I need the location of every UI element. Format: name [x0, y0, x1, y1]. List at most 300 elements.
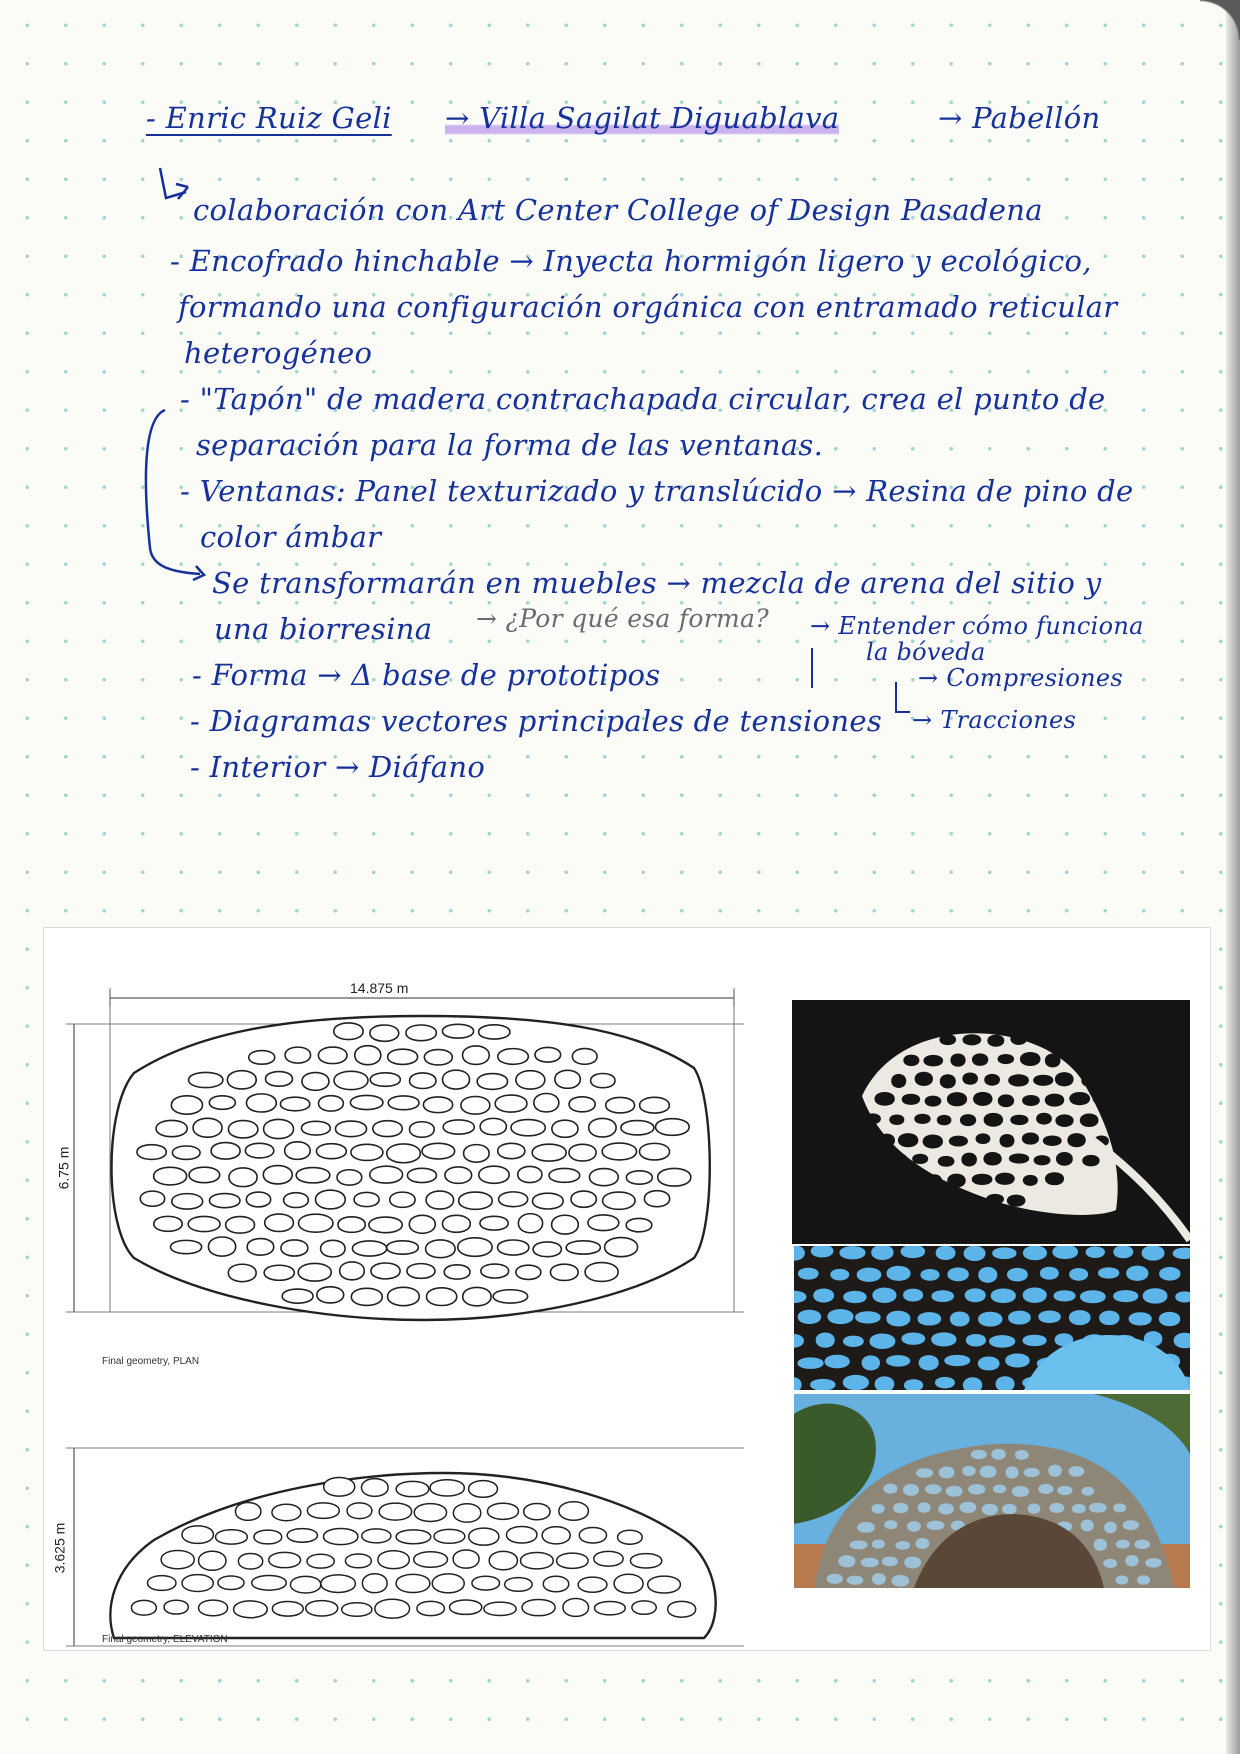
lattice-cell [794, 1291, 806, 1303]
lattice-cell [603, 1192, 635, 1209]
lattice-cell [234, 1601, 268, 1618]
lattice-cell [238, 1554, 262, 1570]
lattice-cell [886, 1311, 910, 1327]
lattice-cell [798, 1310, 821, 1324]
note-line-8: - Ventanas: Panel texturizado y translúcido → Resina de pino de [180, 474, 1134, 508]
lattice-cell [154, 1216, 182, 1231]
lattice-cell [481, 1264, 509, 1278]
lattice-cell [263, 1166, 292, 1184]
lattice-cell [810, 1379, 835, 1390]
lattice-cell [1005, 1466, 1018, 1478]
lattice-cell [916, 1538, 930, 1549]
lattice-cell [632, 1601, 656, 1614]
lattice-cell [1098, 1267, 1119, 1278]
lattice-cell [182, 1575, 213, 1592]
note-line-13: - Diagramas vectores principales de tensiones [190, 704, 883, 738]
lattice-cell [543, 1576, 568, 1591]
lattice-cell [838, 1555, 855, 1567]
lattice-cell [459, 1192, 493, 1209]
lattice-cell [534, 1093, 559, 1111]
lattice-cell [371, 1263, 400, 1279]
lattice-cell [137, 1145, 166, 1160]
lattice-cell [857, 1522, 875, 1533]
lattice-cell [935, 1377, 955, 1389]
lattice-cell [626, 1171, 652, 1184]
lattice-cell [847, 1576, 864, 1585]
lattice-cell [850, 1540, 868, 1549]
lattice-cell [1033, 1075, 1053, 1086]
lattice-cell [1023, 1175, 1038, 1186]
lattice-cell [936, 1246, 956, 1260]
lattice-cell [479, 1166, 509, 1183]
photo-pavilion-site [794, 1394, 1190, 1588]
lattice-cell [414, 1552, 448, 1568]
lattice-cell [388, 1287, 420, 1305]
lattice-cell [469, 1528, 499, 1545]
lattice-cell [1174, 1333, 1190, 1349]
lattice-cell [902, 1094, 920, 1105]
lattice-cell [182, 1526, 213, 1543]
lattice-cell [409, 1215, 435, 1233]
lattice-cell [387, 1241, 419, 1254]
lattice-cell [887, 1266, 911, 1281]
lattice-cell [290, 1576, 320, 1593]
lattice-cell [422, 1143, 455, 1159]
lattice-cell [557, 1553, 589, 1568]
lattice-cell [891, 1074, 906, 1088]
note-line-10: Se transformarán en muebles → mezcla de arena del sitio y [212, 566, 1102, 600]
lattice-cell [872, 1573, 886, 1585]
lattice-cell [511, 1120, 545, 1136]
lattice-cell [1116, 1540, 1130, 1549]
lattice-cell [1007, 1268, 1028, 1282]
lattice-cell [878, 1134, 895, 1148]
lattice-cell [1057, 1486, 1072, 1495]
lattice-cell [281, 1240, 308, 1256]
lattice-cell [516, 1265, 541, 1279]
lattice-cell [1143, 1288, 1168, 1303]
lattice-cell [228, 1121, 257, 1138]
lattice-cell [898, 1133, 918, 1147]
lattice-cell [926, 1174, 942, 1188]
lattice-cell [442, 1024, 473, 1038]
lattice-cell [351, 1144, 383, 1160]
lattice-cell [321, 1240, 346, 1257]
lattice-cell [430, 1480, 464, 1496]
lattice-cell [370, 1025, 399, 1041]
lattice-cell [1038, 1311, 1060, 1324]
lattice-cell [918, 1312, 942, 1325]
lattice-cell [350, 1095, 383, 1109]
lattice-cell [830, 1269, 849, 1281]
lattice-cell [307, 1554, 334, 1568]
lattice-cell [209, 1194, 239, 1208]
lattice-cell [912, 1154, 928, 1164]
lattice-cell [874, 1092, 894, 1106]
lattice-cell [335, 1121, 366, 1137]
note-compression: → Compresiones [918, 664, 1123, 692]
lattice-cell [794, 1334, 804, 1348]
lattice-cell [901, 1246, 926, 1258]
plan-elevation-drawings [44, 928, 764, 1650]
lattice-cell [843, 1375, 869, 1390]
lattice-cell [920, 1269, 939, 1281]
lattice-cell [891, 1575, 909, 1587]
lattice-cell [1104, 1522, 1117, 1534]
note-line-14: - Interior → Diáfano [190, 750, 486, 784]
lattice-cell [1080, 1113, 1099, 1127]
lattice-cell [1009, 1153, 1029, 1163]
lattice-cell [591, 1073, 615, 1087]
lattice-cell [589, 1118, 616, 1137]
lattice-cell [533, 1242, 561, 1257]
lattice-cell [316, 1144, 346, 1159]
lattice-cell [578, 1577, 607, 1592]
lattice-cell [862, 1355, 880, 1370]
lattice-cell [644, 1191, 669, 1207]
lattice-cell [208, 1237, 235, 1256]
lattice-cell [318, 1047, 347, 1064]
lattice-cell [1099, 1311, 1119, 1326]
lattice-cell [1055, 1114, 1073, 1127]
lattice-cell [827, 1574, 843, 1584]
lattice-cell [542, 1527, 570, 1544]
lattice-cell [946, 1486, 963, 1497]
lattice-cell [947, 1174, 965, 1188]
lattice-cell [944, 1355, 970, 1366]
lattice-cell [302, 1073, 329, 1091]
lattice-cell [903, 1484, 919, 1496]
lattice-cell [520, 1553, 553, 1569]
lattice-cell [424, 1050, 452, 1065]
lattice-cell [940, 1074, 956, 1088]
bracket-icon [146, 410, 200, 574]
lattice-cell [816, 1332, 835, 1347]
lattice-cell [375, 1599, 410, 1618]
lattice-cell [1033, 1032, 1053, 1045]
lattice-cell [572, 1049, 597, 1065]
note-villa: → Villa Sagilat Diguablava [445, 101, 840, 135]
lattice-cell [442, 1215, 470, 1232]
lattice-cell [989, 1335, 1015, 1348]
lattice-cell [426, 1240, 456, 1258]
lattice-cell [495, 1095, 527, 1112]
lattice-cell [131, 1600, 156, 1615]
lattice-cell [602, 1143, 636, 1160]
lattice-cell [1012, 1486, 1029, 1497]
lattice-cell [1126, 1266, 1148, 1281]
lattice-cell [518, 1166, 542, 1182]
lattice-cell [1022, 1095, 1040, 1106]
lattice-cell [345, 1554, 371, 1568]
lattice-cell [658, 1168, 691, 1186]
lattice-cell [1145, 1558, 1161, 1567]
lattice-cell [199, 1600, 228, 1616]
lattice-cell [1175, 1291, 1190, 1302]
lattice-cell [1022, 1335, 1046, 1346]
lattice-cell [931, 1332, 956, 1346]
lattice-cell [939, 1034, 956, 1045]
lattice-cell [1081, 1074, 1098, 1087]
lattice-cell [1123, 1520, 1139, 1530]
lattice-cell [1159, 1312, 1180, 1326]
lattice-cell [1093, 1093, 1110, 1105]
lattice-cell [161, 1550, 194, 1568]
lattice-cell [839, 1246, 865, 1259]
lattice-cell [1002, 1504, 1017, 1514]
lattice-cell [1080, 1290, 1106, 1303]
lattice-cell [872, 1288, 896, 1303]
lattice-cell [484, 1602, 516, 1615]
lattice-cell [995, 1173, 1015, 1185]
lattice-cell [140, 1191, 164, 1206]
lattice-cell [614, 1574, 643, 1593]
lattice-cell [1052, 1246, 1078, 1259]
lattice-cell [1023, 1287, 1047, 1302]
lattice-cell [915, 1072, 933, 1086]
note-author: - Enric Ruiz Geli [146, 101, 392, 135]
lattice-cell [962, 1466, 975, 1476]
lattice-cell [972, 1053, 988, 1066]
lattice-cell [228, 1264, 256, 1281]
lattice-cell [923, 1134, 943, 1148]
lattice-cell [480, 1118, 506, 1134]
lattice-cell [962, 1073, 978, 1085]
lattice-cell [871, 1504, 884, 1513]
lattice-cell [656, 1119, 690, 1136]
lattice-cell [555, 1070, 581, 1088]
plan-height-label: 6.75 m [55, 1146, 72, 1190]
lattice-cell [409, 1122, 434, 1137]
photo-lattice-sky [794, 1246, 1190, 1390]
lattice-cell [443, 1070, 470, 1089]
lattice-cell [188, 1216, 220, 1231]
lattice-cell [315, 1190, 345, 1209]
lattice-cell [252, 1576, 286, 1591]
lattice-cell [499, 1192, 528, 1207]
lattice-cell [1113, 1246, 1133, 1258]
lattice-cell [1086, 1246, 1105, 1258]
lattice-cell [450, 1600, 482, 1614]
lattice-cell [618, 1530, 643, 1544]
lattice-cell [373, 1121, 403, 1137]
figure-sheet [44, 928, 1210, 1650]
photo-shell-render [792, 1000, 1190, 1244]
lattice-cell [306, 1601, 338, 1616]
lattice-cell [1000, 1134, 1015, 1147]
lattice-cell [978, 1267, 997, 1283]
lattice-cell [477, 1074, 507, 1090]
lattice-cell [978, 1356, 1000, 1370]
lattice-cell [971, 1450, 987, 1459]
lattice-cell [189, 1167, 220, 1183]
note-line-2: colaboración con Art Center College of Design Pasadena [193, 193, 1043, 227]
lattice-cell [506, 1526, 536, 1543]
lattice-cell [1067, 1133, 1085, 1147]
lattice-cell [505, 1578, 533, 1592]
lattice-cell [980, 1466, 997, 1478]
lattice-cell [918, 1502, 931, 1513]
lattice-cell [552, 1120, 578, 1137]
lattice-cell [1022, 1133, 1039, 1145]
lattice-cell [532, 1193, 563, 1209]
lattice-cell [648, 1576, 681, 1593]
lattice-cell [1045, 1172, 1064, 1185]
lattice-cell [351, 1288, 382, 1305]
lattice-cell [172, 1194, 203, 1209]
lattice-cell [986, 1194, 1004, 1205]
lattice-cell [337, 1170, 362, 1185]
lattice-cell [1028, 1503, 1041, 1513]
lattice-cell [269, 1552, 301, 1567]
lattice-cell [550, 1264, 578, 1280]
lattice-cell [960, 1114, 976, 1126]
lattice-cell [907, 1521, 921, 1532]
lattice-cell [668, 1601, 696, 1617]
lattice-cell [968, 1484, 985, 1495]
lattice-cell [417, 1601, 444, 1615]
lattice-cell [172, 1146, 200, 1159]
lattice-cell [342, 1603, 372, 1616]
lattice-cell [552, 1215, 579, 1234]
lattice-cell [904, 1379, 923, 1390]
lattice-cell [463, 1287, 491, 1305]
lattice-cell [321, 1575, 356, 1593]
note-vault: la bóveda [866, 638, 986, 666]
lattice-cell [886, 1355, 910, 1367]
lattice-cell [937, 1115, 952, 1125]
lattice-cell [1008, 1074, 1029, 1086]
lattice-cell [585, 1263, 618, 1282]
lattice-cell [171, 1096, 202, 1114]
lattice-cell [334, 1023, 363, 1040]
lattice-cell [323, 1528, 357, 1544]
lattice-cell [563, 1599, 589, 1617]
lattice-cell [947, 1268, 968, 1282]
lattice-cell [458, 1238, 492, 1257]
elevation-height-label: 3.625 m [51, 1522, 68, 1574]
lattice-cell [630, 1554, 661, 1568]
lattice-cell [211, 1143, 240, 1160]
lattice-cell [518, 1214, 542, 1233]
lattice-cell [947, 1092, 967, 1106]
lattice-cell [1056, 1152, 1073, 1166]
lattice-cell [479, 1025, 510, 1039]
lattice-cell [843, 1336, 864, 1347]
lattice-cell [453, 1504, 480, 1522]
lattice-cell [998, 1094, 1014, 1107]
note-line-3: - Encofrado hinchable → Inyecta hormigón ligero y ecológico, [170, 244, 1092, 278]
lattice-cell [872, 1540, 885, 1549]
lattice-cell [569, 1097, 595, 1112]
lattice-cell [825, 1355, 850, 1369]
lattice-cell [1069, 1268, 1088, 1281]
lattice-cell [396, 1574, 430, 1592]
lattice-cell [931, 1290, 954, 1302]
lattice-cell [265, 1072, 292, 1087]
lattice-cell [264, 1265, 294, 1280]
lattice-cell [489, 1551, 517, 1569]
lattice-cell [1106, 1114, 1124, 1127]
lattice-cell [916, 1468, 933, 1478]
lattice-cell [978, 1312, 1002, 1327]
lattice-cell [813, 1289, 834, 1303]
lattice-cell [407, 1264, 435, 1279]
lattice-cell [621, 1121, 654, 1135]
lattice-cell [396, 1481, 429, 1496]
lattice-cell [347, 1503, 372, 1519]
lattice-cell [639, 1143, 669, 1160]
lattice-cell [226, 1217, 255, 1234]
lattice-cell [272, 1504, 301, 1520]
lattice-cell [855, 1311, 881, 1323]
lattice-cell [1159, 1267, 1180, 1281]
lattice-cell [1048, 1465, 1062, 1477]
lattice-cell [464, 1145, 490, 1163]
note-traction: → Tracciones [912, 706, 1077, 734]
lattice-cell [423, 1097, 452, 1113]
lattice-cell [189, 1072, 223, 1087]
lattice-cell [516, 1071, 545, 1089]
lattice-cell [340, 1262, 365, 1280]
lattice-cell [869, 1333, 895, 1348]
lattice-cell [378, 1551, 409, 1569]
lattice-cell [227, 1071, 256, 1089]
lattice-cell [361, 1479, 388, 1497]
lattice-cell [797, 1357, 823, 1369]
lattice-cell [861, 1558, 879, 1567]
lattice-cell [589, 1169, 618, 1186]
lattice-cell [410, 1073, 436, 1089]
lattice-cell [164, 1600, 188, 1614]
lattice-cell [984, 1074, 1000, 1086]
lattice-cell [445, 1167, 472, 1183]
lattice-cell [594, 1551, 623, 1566]
lattice-cell [893, 1503, 908, 1514]
lattice-cell [588, 1215, 619, 1231]
lattice-cell [1034, 1155, 1051, 1165]
lattice-cell [254, 1530, 282, 1544]
lattice-cell [895, 1541, 910, 1550]
lattice-cell [983, 1152, 1001, 1166]
lattice-cell [245, 1143, 273, 1158]
lattice-cell [498, 1143, 525, 1158]
lattice-cell [444, 1265, 470, 1279]
lattice-cell [352, 1241, 386, 1256]
lattice-cell [296, 1168, 330, 1183]
lattice-cell [919, 1355, 939, 1370]
lattice-cell [218, 1576, 244, 1590]
lattice-cell [984, 1113, 1004, 1127]
lattice-cell [235, 1503, 260, 1521]
lattice-cell [535, 1047, 561, 1062]
lattice-cell [882, 1557, 898, 1567]
lattice-cell [965, 1288, 986, 1302]
lattice-cell [461, 1096, 490, 1114]
lattice-cell [1008, 1311, 1031, 1325]
lattice-cell [899, 1174, 918, 1187]
lattice-cell [827, 1309, 853, 1324]
lattice-cell [884, 1520, 897, 1529]
lattice-cell [282, 1289, 313, 1303]
lattice-cell [1010, 1115, 1028, 1125]
lattice-cell [493, 1290, 528, 1303]
lattice-cell [388, 1049, 418, 1064]
lattice-cell [1134, 1540, 1150, 1549]
elevation-caption: Final geometry, ELEVATION [102, 1634, 228, 1645]
lattice-cell [1113, 1290, 1138, 1302]
lattice-cell [1038, 1484, 1053, 1494]
